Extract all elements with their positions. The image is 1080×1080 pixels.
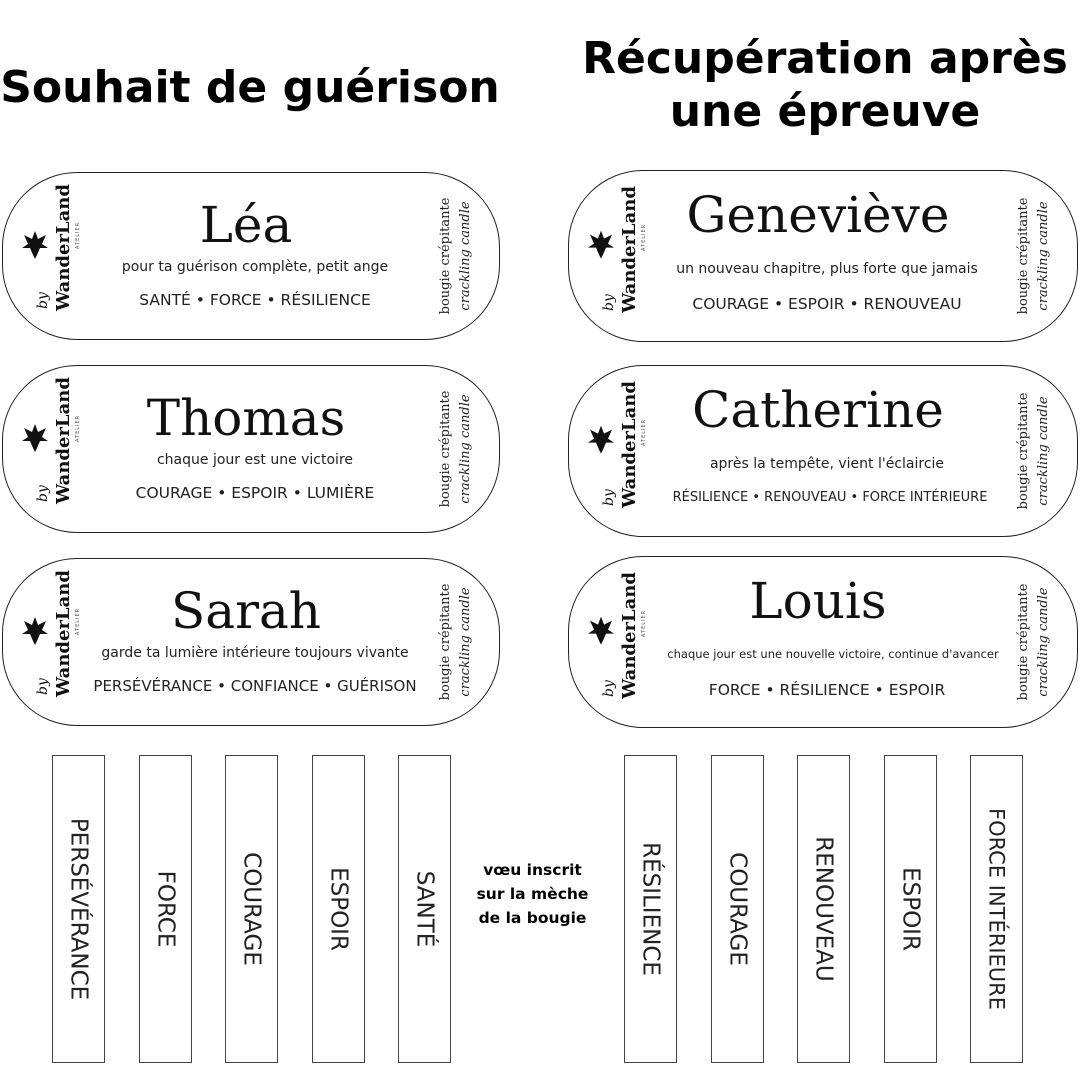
label-name: Thomas bbox=[146, 389, 346, 447]
bird-icon bbox=[22, 424, 48, 452]
wick-strip-word: FORCE bbox=[152, 870, 179, 948]
brand-by: by bbox=[35, 485, 51, 502]
brand-name: WanderLand bbox=[53, 377, 74, 504]
left-section-title: Souhait de guérison bbox=[0, 62, 500, 113]
side-text-en: crackling candle bbox=[1036, 587, 1051, 697]
brand-logo bbox=[17, 184, 81, 325]
side-text-en: crackling candle bbox=[458, 394, 473, 504]
label-name: Léa bbox=[199, 196, 293, 254]
wick-strip bbox=[884, 755, 937, 1063]
bird-icon bbox=[588, 617, 614, 645]
wick-strip bbox=[398, 755, 451, 1063]
wick-strip bbox=[624, 755, 677, 1063]
label-side-text bbox=[1013, 571, 1059, 713]
candle-label-thomas bbox=[2, 365, 500, 533]
brand-by: by bbox=[601, 489, 617, 506]
side-text-en: crackling candle bbox=[458, 201, 473, 311]
wick-strip-word: FORCE INTÉRIEURE bbox=[984, 807, 1009, 1011]
label-name: Geneviève bbox=[686, 186, 950, 244]
candle-label-genevieve bbox=[568, 170, 1078, 342]
side-text-fr: bougie crépitante bbox=[438, 583, 453, 701]
wick-strip bbox=[711, 755, 764, 1063]
brand-name: WanderLand bbox=[619, 186, 640, 313]
wick-strip-word: RENOUVEAU bbox=[810, 836, 837, 982]
label-message: après la tempête, vient l'éclaircie bbox=[709, 456, 945, 472]
wick-strip bbox=[225, 755, 278, 1063]
side-text-fr: bougie crépitante bbox=[1016, 197, 1031, 315]
brand-logo bbox=[17, 377, 81, 518]
label-name: Catherine bbox=[692, 381, 944, 439]
brand-sub: ATELIER bbox=[75, 414, 81, 442]
label-side-text bbox=[1013, 185, 1059, 327]
wick-strip-word: COURAGE bbox=[238, 852, 265, 966]
wick-strip-word: ESPOIR bbox=[325, 867, 352, 951]
label-values: COURAGE • ESPOIR • RENOUVEAU bbox=[692, 295, 962, 313]
candle-label-lea bbox=[2, 172, 500, 340]
bird-icon bbox=[588, 426, 614, 454]
brand-by: by bbox=[35, 292, 51, 309]
side-text-fr: bougie crépitante bbox=[438, 197, 453, 315]
label-values: RÉSILIENCE • RENOUVEAU • FORCE INTÉRIEURE bbox=[672, 490, 988, 505]
bird-icon bbox=[588, 231, 614, 259]
brand-sub: ATELIER bbox=[641, 609, 647, 637]
label-side-text bbox=[1013, 380, 1059, 522]
label-values: COURAGE • ESPOIR • LUMIÈRE bbox=[135, 484, 375, 502]
wick-strip bbox=[52, 755, 105, 1063]
side-text-en: crackling candle bbox=[458, 587, 473, 697]
brand-sub: ATELIER bbox=[641, 223, 647, 251]
side-text-en: crackling candle bbox=[1036, 201, 1051, 311]
brand-sub: ATELIER bbox=[75, 221, 81, 249]
brand-logo bbox=[583, 185, 647, 327]
label-side-text bbox=[435, 573, 481, 711]
label-side-text bbox=[435, 187, 481, 325]
label-message: pour ta guérison complète, petit ange bbox=[121, 259, 389, 275]
wick-strip-word: COURAGE bbox=[724, 852, 751, 966]
side-text-fr: bougie crépitante bbox=[438, 390, 453, 508]
brand-logo bbox=[583, 571, 647, 713]
brand-name: WanderLand bbox=[619, 572, 640, 699]
side-text-fr: bougie crépitante bbox=[1016, 392, 1031, 510]
side-text-fr: bougie crépitante bbox=[1016, 583, 1031, 701]
label-values: FORCE • RÉSILIENCE • ESPOIR bbox=[708, 681, 946, 699]
candle-label-catherine bbox=[568, 365, 1078, 537]
wick-strip-word: ESPOIR bbox=[897, 867, 924, 951]
wick-strip bbox=[312, 755, 365, 1063]
wick-strip bbox=[970, 755, 1023, 1063]
brand-name: WanderLand bbox=[53, 184, 74, 311]
label-name: Sarah bbox=[171, 582, 321, 640]
bird-icon bbox=[22, 617, 48, 645]
brand-logo bbox=[583, 380, 647, 522]
brand-name: WanderLand bbox=[619, 381, 640, 508]
brand-name: WanderLand bbox=[53, 570, 74, 697]
wick-strip-word: SANTÉ bbox=[411, 870, 438, 948]
wick-strip-word: PERSÉVÉRANCE bbox=[65, 817, 92, 1001]
bird-icon bbox=[22, 231, 48, 259]
right-section-title: Récupération après une épreuve bbox=[582, 33, 1068, 137]
label-message: un nouveau chapitre, plus forte que jamais bbox=[676, 261, 978, 277]
label-message: chaque jour est une victoire bbox=[156, 452, 354, 468]
brand-sub: ATELIER bbox=[641, 418, 647, 446]
wick-strip-word: RÉSILIENCE bbox=[637, 842, 664, 976]
candle-label-louis bbox=[568, 556, 1078, 728]
label-message: chaque jour est une nouvelle victoire, continue d'avancer bbox=[667, 647, 999, 661]
wick-note: vœu inscrit sur la mèche de la bougie bbox=[476, 861, 589, 927]
label-values: SANTÉ • FORCE • RÉSILIENCE bbox=[139, 291, 371, 309]
brand-sub: ATELIER bbox=[75, 607, 81, 635]
label-message: garde ta lumière intérieure toujours vivante bbox=[101, 645, 409, 661]
label-name: Louis bbox=[749, 572, 887, 630]
wick-strip bbox=[797, 755, 850, 1063]
brand-by: by bbox=[601, 680, 617, 697]
wick-strip bbox=[139, 755, 192, 1063]
candle-label-sarah bbox=[2, 558, 500, 726]
label-side-text bbox=[435, 380, 481, 518]
label-values: PERSÉVÉRANCE • CONFIANCE • GUÉRISON bbox=[93, 677, 417, 695]
brand-by: by bbox=[35, 678, 51, 695]
brand-by: by bbox=[601, 294, 617, 311]
side-text-en: crackling candle bbox=[1036, 396, 1051, 506]
